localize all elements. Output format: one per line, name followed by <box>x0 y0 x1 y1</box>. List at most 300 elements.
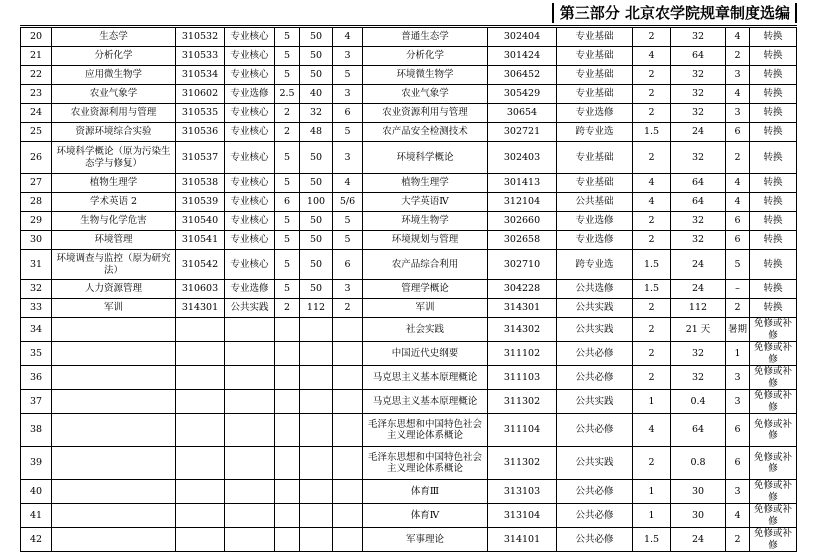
original-semester-cell: 3 <box>333 47 363 66</box>
table-row <box>21 447 797 480</box>
original-semester-cell: 5 <box>333 231 363 250</box>
converted-course-code-cell: 311102 <box>488 342 557 366</box>
original-course-name-cell: 军训 <box>52 299 176 318</box>
original-course-name-cell: 环境管理 <box>52 231 176 250</box>
table-row <box>21 299 797 318</box>
converted-semester-cell: 4 <box>726 193 750 212</box>
table-row <box>21 342 797 366</box>
converted-credits-cell: 1.5 <box>633 528 671 552</box>
original-credits-cell: 2.5 <box>275 85 300 104</box>
original-credits-cell: 2 <box>275 123 300 142</box>
row-number-cell: 42 <box>21 528 52 552</box>
original-course-type-cell <box>225 318 275 342</box>
converted-credits-cell: 1 <box>633 504 671 528</box>
converted-course-type-cell: 公共实践 <box>557 390 633 414</box>
converted-credits-cell: 4 <box>633 47 671 66</box>
original-course-code-cell <box>176 366 225 390</box>
conversion-method-cell: 转换 <box>750 66 797 85</box>
original-course-type-cell <box>225 342 275 366</box>
converted-semester-cell: 3 <box>726 366 750 390</box>
original-semester-cell: 4 <box>333 174 363 193</box>
table-row <box>21 366 797 390</box>
original-credits-cell: 5 <box>275 174 300 193</box>
original-course-code-cell: 310602 <box>176 85 225 104</box>
converted-credits-cell: 2 <box>633 104 671 123</box>
converted-semester-cell: 3 <box>726 480 750 504</box>
original-course-code-cell: 310538 <box>176 174 225 193</box>
converted-semester-cell: 3 <box>726 390 750 414</box>
original-semester-cell: 6 <box>333 250 363 280</box>
original-course-type-cell: 公共实践 <box>225 299 275 318</box>
original-course-type-cell: 专业核心 <box>225 231 275 250</box>
original-credits-cell <box>275 504 300 528</box>
original-hours-cell: 50 <box>300 231 333 250</box>
original-course-type-cell <box>225 447 275 480</box>
converted-course-type-cell: 公共实践 <box>557 447 633 480</box>
original-course-type-cell: 专业选修 <box>225 280 275 299</box>
original-course-code-cell <box>176 528 225 552</box>
converted-course-code-cell: 314302 <box>488 318 557 342</box>
converted-course-code-cell: 314101 <box>488 528 557 552</box>
table-row <box>21 480 797 504</box>
converted-hours-cell: 32 <box>671 342 726 366</box>
converted-semester-cell: 6 <box>726 123 750 142</box>
original-course-code-cell: 310542 <box>176 250 225 280</box>
original-hours-cell: 48 <box>300 123 333 142</box>
converted-course-type-cell: 公共必修 <box>557 414 633 447</box>
converted-semester-cell: 暑期 <box>726 318 750 342</box>
table-row <box>21 66 797 85</box>
original-course-code-cell <box>176 480 225 504</box>
original-course-code-cell <box>176 504 225 528</box>
original-hours-cell <box>300 366 333 390</box>
table-row <box>21 528 797 552</box>
original-semester-cell: 3 <box>333 142 363 174</box>
converted-course-name-cell: 军事理论 <box>363 528 488 552</box>
original-course-type-cell: 专业核心 <box>225 104 275 123</box>
original-credits-cell: 5 <box>275 142 300 174</box>
conversion-method-cell: 转换 <box>750 280 797 299</box>
row-number-cell: 23 <box>21 85 52 104</box>
original-course-code-cell: 310533 <box>176 47 225 66</box>
row-number-cell: 37 <box>21 390 52 414</box>
original-credits-cell <box>275 528 300 552</box>
converted-course-name-cell: 环境规划与管理 <box>363 231 488 250</box>
original-credits-cell: 5 <box>275 280 300 299</box>
converted-course-type-cell: 专业选修 <box>557 212 633 231</box>
converted-course-type-cell: 跨专业选 <box>557 123 633 142</box>
converted-hours-cell: 64 <box>671 174 726 193</box>
original-hours-cell: 50 <box>300 28 333 47</box>
converted-hours-cell: 32 <box>671 66 726 85</box>
original-hours-cell <box>300 318 333 342</box>
converted-course-code-cell: 302404 <box>488 28 557 47</box>
original-hours-cell: 50 <box>300 174 333 193</box>
original-semester-cell <box>333 390 363 414</box>
converted-course-type-cell: 公共选修 <box>557 280 633 299</box>
original-course-type-cell: 专业选修 <box>225 85 275 104</box>
original-credits-cell <box>275 366 300 390</box>
converted-hours-cell: 32 <box>671 104 726 123</box>
converted-semester-cell: 4 <box>726 28 750 47</box>
row-number-cell: 26 <box>21 142 52 174</box>
conversion-method-cell: 免修或补修 <box>750 318 797 342</box>
converted-credits-cell: 1.5 <box>633 123 671 142</box>
converted-course-type-cell: 公共基础 <box>557 193 633 212</box>
conversion-method-cell: 转换 <box>750 231 797 250</box>
converted-credits-cell: 2 <box>633 366 671 390</box>
row-number-cell: 21 <box>21 47 52 66</box>
table-row <box>21 212 797 231</box>
converted-course-name-cell: 中国近代史纲要 <box>363 342 488 366</box>
original-hours-cell <box>300 390 333 414</box>
original-course-code-cell: 310539 <box>176 193 225 212</box>
converted-course-name-cell: 体育Ⅲ <box>363 480 488 504</box>
original-semester-cell <box>333 366 363 390</box>
converted-semester-cell: 4 <box>726 85 750 104</box>
converted-course-name-cell: 毛泽东思想和中国特色社会主义理论体系概论 <box>363 447 488 480</box>
converted-course-code-cell: 311302 <box>488 390 557 414</box>
original-hours-cell <box>300 414 333 447</box>
original-course-type-cell: 专业核心 <box>225 47 275 66</box>
converted-course-name-cell: 普通生态学 <box>363 28 488 47</box>
converted-course-name-cell: 植物生理学 <box>363 174 488 193</box>
table-row <box>21 104 797 123</box>
original-course-code-cell <box>176 447 225 480</box>
conversion-method-cell: 转换 <box>750 142 797 174</box>
converted-credits-cell: 2 <box>633 212 671 231</box>
row-number-cell: 22 <box>21 66 52 85</box>
converted-hours-cell: 24 <box>671 280 726 299</box>
original-hours-cell: 50 <box>300 47 333 66</box>
row-number-cell: 39 <box>21 447 52 480</box>
converted-credits-cell: 1 <box>633 390 671 414</box>
converted-course-code-cell: 302658 <box>488 231 557 250</box>
converted-credits-cell: 1.5 <box>633 280 671 299</box>
original-course-name-cell: 资源环境综合实验 <box>52 123 176 142</box>
original-course-type-cell: 专业核心 <box>225 142 275 174</box>
original-hours-cell: 50 <box>300 280 333 299</box>
converted-course-type-cell: 专业选修 <box>557 231 633 250</box>
row-number-cell: 25 <box>21 123 52 142</box>
original-semester-cell: 3 <box>333 280 363 299</box>
converted-hours-cell: 32 <box>671 142 726 174</box>
converted-course-name-cell: 环境科学概论 <box>363 142 488 174</box>
original-credits-cell: 2 <box>275 299 300 318</box>
original-hours-cell <box>300 480 333 504</box>
original-course-type-cell: 专业核心 <box>225 193 275 212</box>
original-hours-cell: 50 <box>300 250 333 280</box>
conversion-method-cell: 转换 <box>750 28 797 47</box>
converted-semester-cell: 6 <box>726 447 750 480</box>
row-number-cell: 35 <box>21 342 52 366</box>
converted-course-type-cell: 专业基础 <box>557 85 633 104</box>
converted-course-name-cell: 农业资源利用与管理 <box>363 104 488 123</box>
conversion-method-cell: 转换 <box>750 85 797 104</box>
original-course-name-cell <box>52 504 176 528</box>
table-row <box>21 47 797 66</box>
original-semester-cell <box>333 342 363 366</box>
conversion-method-cell: 转换 <box>750 123 797 142</box>
converted-semester-cell: 4 <box>726 504 750 528</box>
converted-course-name-cell: 农产品安全检测技术 <box>363 123 488 142</box>
original-semester-cell: 5 <box>333 123 363 142</box>
conversion-method-cell: 转换 <box>750 299 797 318</box>
converted-course-code-cell: 302710 <box>488 250 557 280</box>
table-row <box>21 390 797 414</box>
original-hours-cell <box>300 528 333 552</box>
converted-credits-cell: 2 <box>633 231 671 250</box>
converted-credits-cell: 4 <box>633 414 671 447</box>
converted-hours-cell: 32 <box>671 212 726 231</box>
converted-hours-cell: 0.8 <box>671 447 726 480</box>
conversion-method-cell: 免修或补修 <box>750 480 797 504</box>
row-number-cell: 33 <box>21 299 52 318</box>
conversion-method-cell: 免修或补修 <box>750 366 797 390</box>
converted-hours-cell: 30 <box>671 480 726 504</box>
converted-course-name-cell: 管理学概论 <box>363 280 488 299</box>
converted-course-name-cell: 大学英语Ⅳ <box>363 193 488 212</box>
original-semester-cell <box>333 504 363 528</box>
original-course-code-cell: 310540 <box>176 212 225 231</box>
course-conversion-table <box>20 27 797 552</box>
converted-hours-cell: 64 <box>671 193 726 212</box>
converted-course-type-cell: 专业基础 <box>557 66 633 85</box>
conversion-method-cell: 转换 <box>750 212 797 231</box>
table-row <box>21 123 797 142</box>
converted-course-type-cell: 专业基础 <box>557 142 633 174</box>
original-semester-cell: 4 <box>333 28 363 47</box>
table-row <box>21 504 797 528</box>
converted-course-name-cell: 分析化学 <box>363 47 488 66</box>
converted-course-name-cell: 马克思主义基本原理概论 <box>363 390 488 414</box>
original-course-name-cell: 生物与化学危害 <box>52 212 176 231</box>
converted-course-code-cell: 302403 <box>488 142 557 174</box>
original-course-type-cell: 专业核心 <box>225 123 275 142</box>
original-course-name-cell: 生态学 <box>52 28 176 47</box>
row-number-cell: 24 <box>21 104 52 123</box>
row-number-cell: 40 <box>21 480 52 504</box>
original-semester-cell <box>333 414 363 447</box>
converted-semester-cell: 4 <box>726 174 750 193</box>
table-row <box>21 193 797 212</box>
row-number-cell: 29 <box>21 212 52 231</box>
original-course-name-cell <box>52 342 176 366</box>
original-course-code-cell <box>176 390 225 414</box>
table-row <box>21 318 797 342</box>
converted-course-type-cell: 专业选修 <box>557 104 633 123</box>
original-course-code-cell: 310537 <box>176 142 225 174</box>
row-number-cell: 41 <box>21 504 52 528</box>
converted-credits-cell: 2 <box>633 28 671 47</box>
original-course-code-cell: 310532 <box>176 28 225 47</box>
original-course-type-cell <box>225 528 275 552</box>
converted-course-name-cell: 农业气象学 <box>363 85 488 104</box>
conversion-method-cell: 转换 <box>750 47 797 66</box>
converted-course-type-cell: 专业基础 <box>557 28 633 47</box>
original-semester-cell <box>333 447 363 480</box>
converted-credits-cell: 4 <box>633 193 671 212</box>
original-credits-cell <box>275 390 300 414</box>
table-row <box>21 231 797 250</box>
row-number-cell: 27 <box>21 174 52 193</box>
original-course-code-cell: 310603 <box>176 280 225 299</box>
original-course-name-cell <box>52 414 176 447</box>
converted-semester-cell: 3 <box>726 104 750 123</box>
row-number-cell: 34 <box>21 318 52 342</box>
converted-course-type-cell: 公共必修 <box>557 480 633 504</box>
original-course-name-cell: 应用微生物学 <box>52 66 176 85</box>
converted-hours-cell: 64 <box>671 414 726 447</box>
row-number-cell: 31 <box>21 250 52 280</box>
original-hours-cell <box>300 342 333 366</box>
original-course-name-cell: 分析化学 <box>52 47 176 66</box>
original-credits-cell <box>275 447 300 480</box>
converted-semester-cell: 2 <box>726 47 750 66</box>
converted-semester-cell: 1 <box>726 342 750 366</box>
original-course-code-cell: 310535 <box>176 104 225 123</box>
original-course-name-cell <box>52 528 176 552</box>
original-course-type-cell <box>225 480 275 504</box>
original-course-name-cell <box>52 480 176 504</box>
converted-semester-cell: 2 <box>726 528 750 552</box>
table-row <box>21 250 797 280</box>
conversion-method-cell: 转换 <box>750 250 797 280</box>
converted-semester-cell: 6 <box>726 414 750 447</box>
converted-course-code-cell: 306452 <box>488 66 557 85</box>
converted-course-code-cell: 30654 <box>488 104 557 123</box>
original-course-code-cell: 310536 <box>176 123 225 142</box>
original-course-name-cell: 农业资源利用与管理 <box>52 104 176 123</box>
conversion-method-cell: 免修或补修 <box>750 528 797 552</box>
converted-course-type-cell: 公共必修 <box>557 366 633 390</box>
converted-hours-cell: 32 <box>671 85 726 104</box>
converted-course-code-cell: 313103 <box>488 480 557 504</box>
converted-semester-cell: 3 <box>726 66 750 85</box>
original-course-type-cell: 专业核心 <box>225 66 275 85</box>
converted-hours-cell: 32 <box>671 231 726 250</box>
converted-semester-cell: 2 <box>726 142 750 174</box>
original-course-code-cell <box>176 342 225 366</box>
converted-course-name-cell: 毛泽东思想和中国特色社会主义理论体系概论 <box>363 414 488 447</box>
original-hours-cell: 50 <box>300 212 333 231</box>
converted-hours-cell: 24 <box>671 528 726 552</box>
original-semester-cell <box>333 528 363 552</box>
converted-course-name-cell: 体育Ⅳ <box>363 504 488 528</box>
converted-hours-cell: 24 <box>671 123 726 142</box>
original-course-name-cell: 学术英语 2 <box>52 193 176 212</box>
original-course-code-cell: 314301 <box>176 299 225 318</box>
converted-course-type-cell: 公共实践 <box>557 299 633 318</box>
converted-course-code-cell: 302721 <box>488 123 557 142</box>
original-course-code-cell: 310541 <box>176 231 225 250</box>
original-hours-cell <box>300 504 333 528</box>
original-course-name-cell: 农业气象学 <box>52 85 176 104</box>
table-row <box>21 85 797 104</box>
converted-semester-cell: 6 <box>726 212 750 231</box>
converted-course-name-cell: 马克思主义基本原理概论 <box>363 366 488 390</box>
row-number-cell: 36 <box>21 366 52 390</box>
original-credits-cell <box>275 342 300 366</box>
converted-credits-cell: 1.5 <box>633 250 671 280</box>
original-credits-cell: 5 <box>275 66 300 85</box>
original-course-code-cell <box>176 318 225 342</box>
converted-hours-cell: 30 <box>671 504 726 528</box>
original-course-type-cell <box>225 366 275 390</box>
converted-semester-cell: 6 <box>726 231 750 250</box>
original-semester-cell: 5 <box>333 212 363 231</box>
original-course-name-cell <box>52 447 176 480</box>
original-course-name-cell <box>52 318 176 342</box>
row-number-cell: 30 <box>21 231 52 250</box>
original-credits-cell: 5 <box>275 250 300 280</box>
original-course-name-cell <box>52 366 176 390</box>
original-course-type-cell: 专业核心 <box>225 212 275 231</box>
original-credits-cell: 2 <box>275 104 300 123</box>
converted-credits-cell: 2 <box>633 447 671 480</box>
converted-credits-cell: 2 <box>633 342 671 366</box>
table-row <box>21 414 797 447</box>
original-course-code-cell: 310534 <box>176 66 225 85</box>
original-course-name-cell <box>52 390 176 414</box>
converted-course-type-cell: 专业基础 <box>557 47 633 66</box>
original-credits-cell: 6 <box>275 193 300 212</box>
original-credits-cell <box>275 318 300 342</box>
original-hours-cell: 50 <box>300 142 333 174</box>
converted-course-name-cell: 军训 <box>363 299 488 318</box>
converted-course-code-cell: 314301 <box>488 299 557 318</box>
table-row <box>21 28 797 47</box>
original-course-name-cell: 人力资源管理 <box>52 280 176 299</box>
original-course-name-cell: 环境调查与监控（原为研究法） <box>52 250 176 280</box>
converted-hours-cell: 0.4 <box>671 390 726 414</box>
original-course-type-cell <box>225 390 275 414</box>
converted-course-type-cell: 公共必修 <box>557 342 633 366</box>
original-course-code-cell <box>176 414 225 447</box>
converted-course-code-cell: 304228 <box>488 280 557 299</box>
original-credits-cell <box>275 480 300 504</box>
converted-course-code-cell: 301413 <box>488 174 557 193</box>
original-semester-cell <box>333 480 363 504</box>
converted-course-code-cell: 311103 <box>488 366 557 390</box>
table-row <box>21 174 797 193</box>
converted-course-name-cell: 环境微生物学 <box>363 66 488 85</box>
original-hours-cell: 40 <box>300 85 333 104</box>
converted-credits-cell: 2 <box>633 299 671 318</box>
converted-course-name-cell: 社会实践 <box>363 318 488 342</box>
conversion-method-cell: 免修或补修 <box>750 342 797 366</box>
original-course-type-cell: 专业核心 <box>225 174 275 193</box>
converted-hours-cell: 21 天 <box>671 318 726 342</box>
converted-course-type-cell: 跨专业选 <box>557 250 633 280</box>
original-hours-cell: 112 <box>300 299 333 318</box>
conversion-method-cell: 免修或补修 <box>750 414 797 447</box>
table-body <box>21 28 797 552</box>
converted-course-name-cell: 农产品综合利用 <box>363 250 488 280</box>
conversion-method-cell: 转换 <box>750 104 797 123</box>
row-number-cell: 38 <box>21 414 52 447</box>
converted-credits-cell: 2 <box>633 142 671 174</box>
original-credits-cell: 5 <box>275 212 300 231</box>
conversion-method-cell: 免修或补修 <box>750 390 797 414</box>
original-credits-cell <box>275 414 300 447</box>
page-title: 第三部分 北京农学院规章制度选编 <box>552 3 797 23</box>
converted-semester-cell: – <box>726 280 750 299</box>
table-row <box>21 142 797 174</box>
converted-course-type-cell: 公共实践 <box>557 318 633 342</box>
conversion-method-cell: 免修或补修 <box>750 504 797 528</box>
original-credits-cell: 5 <box>275 231 300 250</box>
